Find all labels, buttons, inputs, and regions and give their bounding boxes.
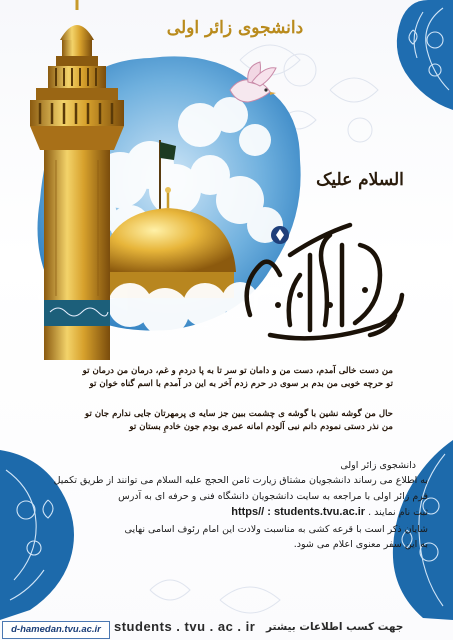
announcement-line: به این سفر معنوی اعلام می شود. (293, 539, 428, 551)
salam-calligraphy: السلام علیک (316, 170, 404, 190)
footer (0, 618, 453, 640)
imam-reza-calligraphy (230, 195, 410, 355)
footer-cta: جهت کسب اطلاعات بیشتر (266, 621, 404, 633)
site-label[interactable]: d-hamedan.tvu.ac.ir (2, 621, 110, 639)
announcement-line-with-url (30, 504, 428, 522)
poem-stanza-2 (85, 408, 393, 435)
footer-website[interactable]: students . tvu . ac . ir (114, 619, 256, 634)
poem-line: من نذر دستی نمودم دانم نبی آلودم امانه عمری بودم جون خادمِ بستان تو (129, 422, 393, 433)
poster-title: دانشجوی زائر اولی (166, 18, 304, 38)
announcement-line: ثبت نام نمایند . (368, 507, 428, 519)
poem-line: من دست خالی آمدم، دست من و دامان تو سر تا به پا دردم و غم، درمان من درمان تو (82, 366, 393, 376)
poem-stanza-1 (83, 365, 393, 392)
announcement (30, 458, 428, 553)
dove-icon (220, 60, 280, 112)
announcement-line: به اطلاع می رساند دانشجویان مشتاق زیارت ثامن الحجج علیه السلام می توانند از طریق تکمیل (53, 475, 428, 487)
announcement-line: شایان ذکر است با قرعه کشی به مناسبت ولادت این امام رئوف اسامی نهایی (124, 523, 428, 535)
registration-url[interactable]: https// : students.tvu.ac.ir (231, 506, 366, 519)
poem-line: حال من گوشه نشین با گوشه ی چشمت ببین جز سایه ی پرمهرتان جایی ندارم جان تو (85, 409, 393, 419)
poem-line: تو حرچه خوبی من بدم بر سوی در حرم زدم آخر به این در آمدم با اسم گناه خوان تو (89, 379, 393, 390)
announcement-heading: دانشجوی زائر اولی (340, 460, 416, 471)
announcement-line: فرم زائر اولی با مراجعه به سایت دانشجویان دانشگاه فنی و حرفه ای به آدرس (118, 490, 428, 502)
